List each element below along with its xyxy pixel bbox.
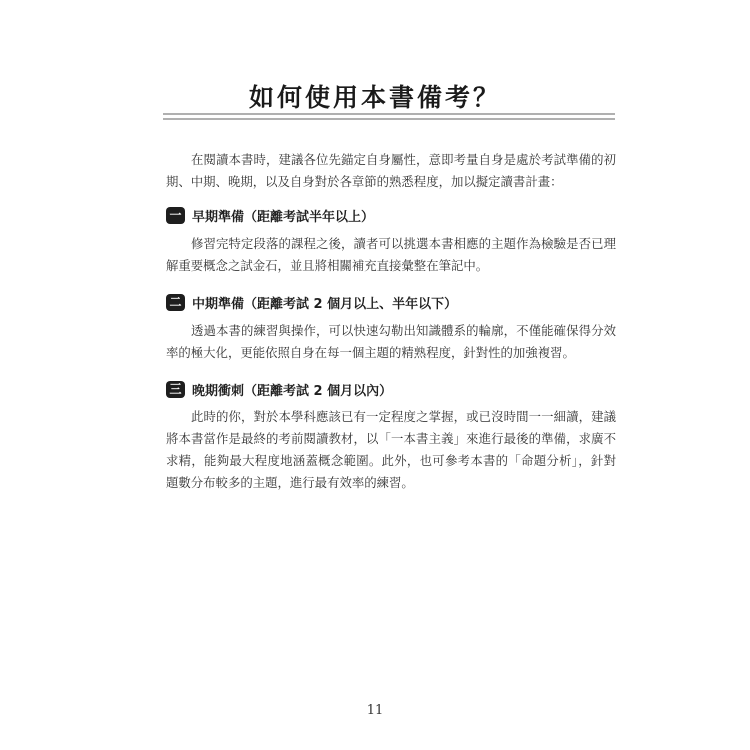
section-heading-middle: [166, 292, 457, 312]
section-number-badge: 一: [166, 207, 185, 224]
title-underline-top: [163, 113, 615, 115]
section-number-badge: 三: [166, 381, 185, 398]
page-number: 11: [366, 703, 384, 718]
section-heading-text: 晚期衝刺（距離考試 2 個月以內）: [192, 383, 393, 399]
section-heading-text: 中期準備（距離考試 2 個月以上、半年以下）: [192, 296, 458, 312]
section-body-late: 此時的你，對於本學科應該已有一定程度之掌握，或已沒時間一一細讀，建議將本書當作是最終的考前閱讀教材，以「一本書主義」來進行最後的準備，求廣不求精，能夠最大程度地涵蓋概念範圍。此外，也可參考本書的「命題分析」，針對題數分布較多的主題，進行最有效率的練習。: [166, 409, 616, 490]
section-number-badge: 二: [166, 294, 185, 311]
intro-paragraph: 在閱讀本書時，建議各位先錨定自身屬性，意即考量自身是處於考試準備的初期、中期、晚期，以及自身對於各章節的熟悉程度，加以擬定讀書計畫：: [166, 152, 616, 189]
page-title: 如何使用本書備考？: [248, 83, 501, 112]
section-heading-late: [166, 379, 392, 399]
section-heading-text: 早期準備（距離考試半年以上）: [192, 209, 375, 225]
section-body-middle: 透過本書的練習與操作，可以快速勾勒出知識體系的輪廓，不僅能確保得分效率的極大化，更能依照自身在每一個主題的精熟程度，針對性的加強複習。: [166, 323, 616, 360]
section-heading-early: [166, 205, 374, 225]
section-body-early: 修習完特定段落的課程之後，讀者可以挑選本書相應的主題作為檢驗是否已理解重要概念之試金石，並且將相關補充直接彙整在筆記中。: [166, 236, 616, 273]
title-underline-bottom: [163, 118, 615, 120]
